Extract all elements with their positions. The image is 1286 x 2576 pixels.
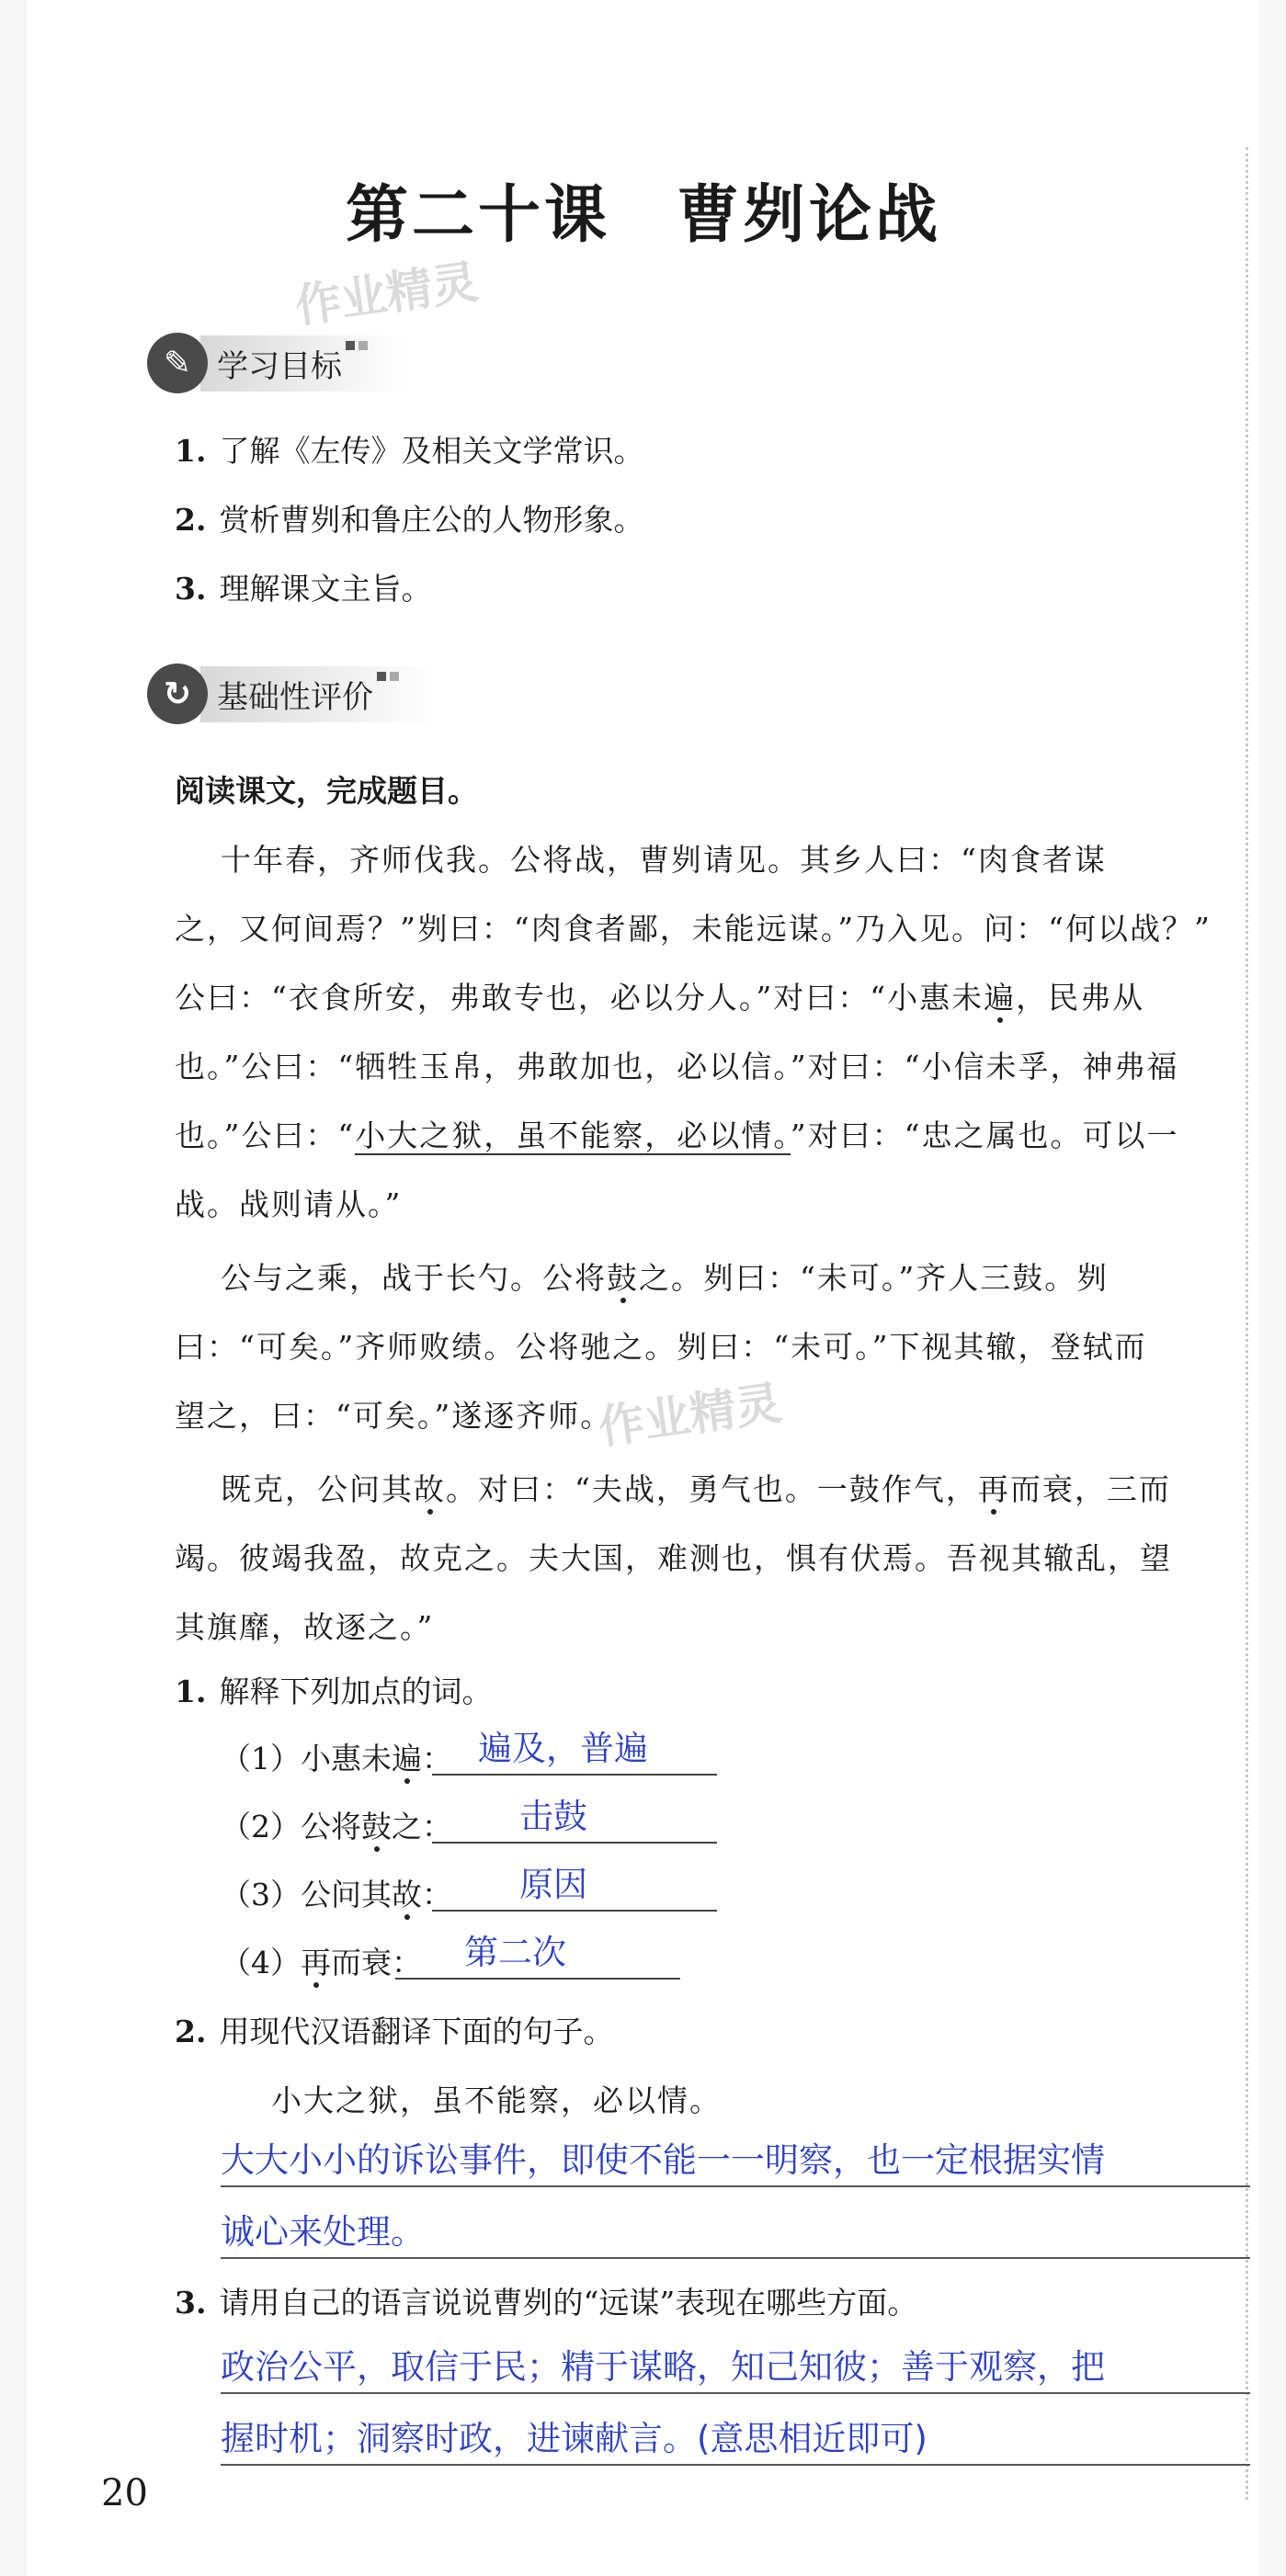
q1-item: （3）公问其故：: [221, 1877, 452, 1912]
passage-line: 曰：“可矣。”齐师败绩。公将驰之。刿曰：“未可。”下视其辙，登轼而: [175, 1329, 1147, 1365]
passage-line: 战。战则请从。”: [175, 1186, 403, 1222]
passage-line: 十年春，齐师伐我。公将战，曹刿请见。其乡人曰：“肉食者谋: [221, 842, 1107, 878]
decor-square: [358, 341, 368, 350]
passage-line: 其旗靡，故逐之。”: [175, 1609, 435, 1645]
passage-line: 公与之乘，战于长勺。公将鼓之。刿曰：“未可。”齐人三鼓。刿: [221, 1260, 1110, 1296]
watermark: 作业精灵: [291, 255, 482, 334]
q1-answer: 第二次: [464, 1933, 566, 1972]
passage-line: 既克，公问其故。对曰：“夫战，勇气也。一鼓作气，再而衰，三而: [221, 1471, 1171, 1507]
page-edge: [1246, 147, 1259, 2500]
section-basic: [147, 662, 436, 726]
pin-icon: ✎: [147, 333, 208, 393]
q1-item: （2）公将鼓之：: [221, 1809, 452, 1844]
q1-answer: 原因: [519, 1865, 587, 1904]
answer-blank[interactable]: [432, 1774, 717, 1776]
answer-line[interactable]: [221, 2392, 1250, 2394]
refresh-icon: ↻: [147, 664, 208, 724]
question-3: 3. 请用自己的语言说说曹刿的“远谋”表现在哪些方面。: [175, 2285, 918, 2321]
q1-item: （1）小惠未遍：: [221, 1741, 452, 1776]
section-goals-label: 学习目标: [217, 347, 342, 385]
underlined-sentence: 小大之狱，虽不能察，必以情。: [355, 1118, 791, 1153]
page-number: 20: [101, 2472, 148, 2514]
q2-sentence: 小大之狱，虽不能察，必以情。: [271, 2082, 722, 2118]
goal-item: 2. 赏析曹刿和鲁庄公的人物形象。: [175, 502, 644, 538]
answer-line[interactable]: [221, 2185, 1250, 2187]
decor-square: [346, 341, 355, 350]
q2-answer-line: 大大小小的诉讼事件，即使不能一一明察，也一定根据实情: [221, 2140, 1105, 2180]
q1-item: （4）再而衰：: [221, 1945, 422, 1980]
passage-line: 竭。彼竭我盈，故克之。夫大国，难测也，惧有伏焉。吾视其辙乱，望: [175, 1540, 1172, 1576]
passage-line: 公曰：“衣食所安，弗敢专也，必以分人。”对曰：“小惠未遍，民弗从: [175, 980, 1145, 1016]
page-title: 第二十课 曹刿论战: [345, 179, 941, 252]
decor-square: [377, 672, 386, 681]
passage-line: 也。”公曰：“小大之狱，虽不能察，必以情。”对曰：“忠之属也。可以一: [175, 1118, 1179, 1153]
answer-line[interactable]: [221, 2257, 1250, 2259]
q3-answer-line: 政治公平，取信于民；精于谋略，知己知彼；善于观察，把: [221, 2347, 1105, 2387]
question-2: 2. 用现代汉语翻译下面的句子。: [175, 2014, 614, 2049]
q2-answer-line: 诚心来处理。: [221, 2212, 425, 2252]
q1-answer: 击鼓: [519, 1797, 587, 1836]
answer-blank[interactable]: [432, 1842, 717, 1844]
goal-item: 3. 理解课文主旨。: [175, 571, 432, 607]
section-goals: [147, 331, 404, 395]
goal-item: 1. 了解《左传》及相关文学常识。: [175, 433, 644, 469]
section-basic-label: 基础性评价: [217, 678, 373, 716]
passage-line: 也。”公曰：“牺牲玉帛，弗敢加也，必以信。”对曰：“小信未孚，神弗福: [175, 1049, 1179, 1084]
page: [28, 0, 1259, 2576]
instruction: 阅读课文，完成题目。: [175, 773, 478, 809]
q3-answer-line: 握时机；洞察时政，进谏献言。(意思相近即可): [221, 2419, 928, 2458]
passage-line: 望之，曰：“可矣。”遂逐齐师。: [175, 1398, 613, 1434]
answer-line[interactable]: [221, 2464, 1250, 2466]
question-1: 1. 解释下列加点的词。: [175, 1674, 493, 1709]
watermark: 作业精灵: [595, 1376, 785, 1455]
q1-answer: 遍及，普遍: [478, 1729, 648, 1768]
decor-square: [390, 672, 399, 681]
answer-blank[interactable]: [395, 1978, 680, 1980]
answer-blank[interactable]: [432, 1910, 717, 1912]
passage-line: 之，又何间焉？”刿曰：“肉食者鄙，未能远谋。”乃入见。问：“何以战？”: [175, 911, 1212, 947]
